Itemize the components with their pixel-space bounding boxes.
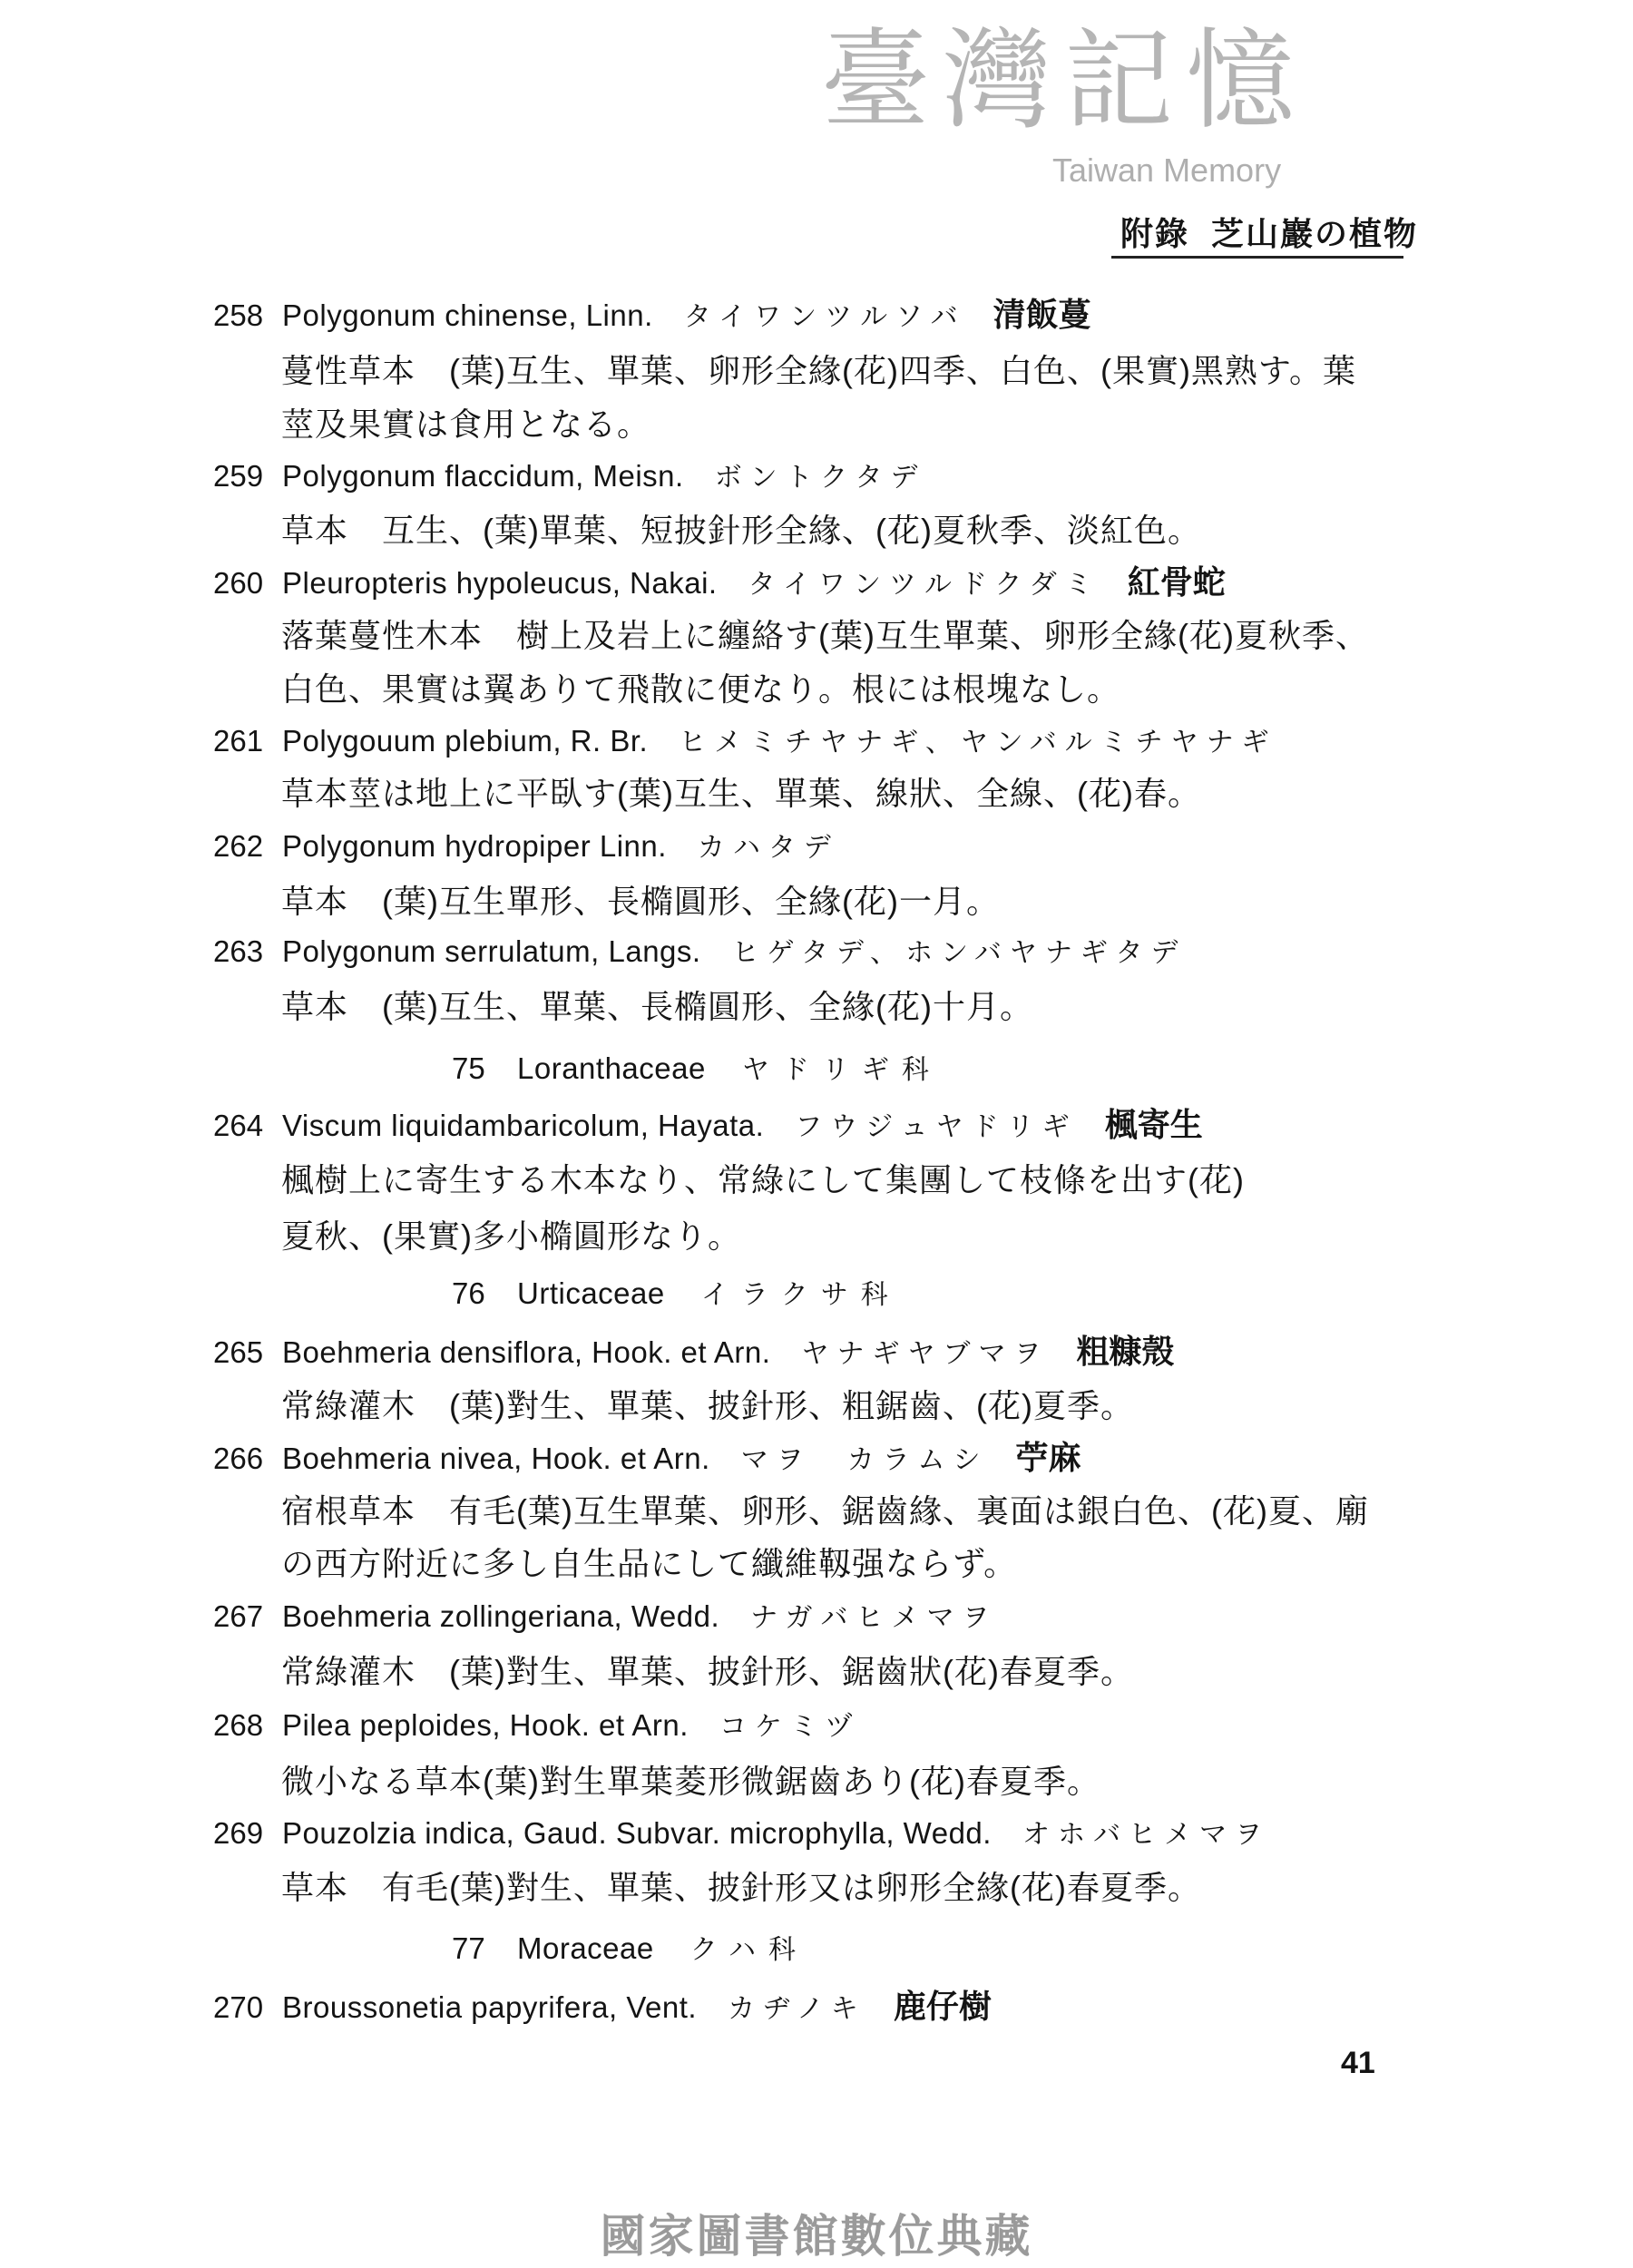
entry-chinese: 粗糠殼 [1076, 1333, 1175, 1370]
entry-number: 260 [213, 566, 264, 600]
entry-desc: 落葉蔓性木本 樹上及岩上に纏絡す(葉)互生單葉、卵形全緣(花)夏秋季、 [281, 617, 1369, 654]
header-label: 附錄 [1120, 215, 1190, 252]
entry-latin: Pouzolzia indica, Gaud. Subvar. microphylla, Wedd. [282, 1816, 992, 1850]
entry-kana: フウジュヤドリギ [795, 1112, 1078, 1142]
entry-kana: カハタデ [697, 833, 839, 863]
entry-chinese: 楓寄生 [1104, 1106, 1203, 1143]
running-header [1120, 209, 1418, 255]
entry-latin: Pilea peploides, Hook. et Arn. [282, 1708, 689, 1742]
family-latin: Urticaceae [517, 1276, 665, 1310]
entry-number: 268 [213, 1708, 264, 1742]
header-section: 芝山巖の植物 [1211, 215, 1419, 252]
entry-desc: 宿根草本 有毛(葉)互生單葉、卵形、鋸齒緣、裏面は銀白色、(花)夏、廟 [281, 1492, 1369, 1530]
entry-desc: 草本莖は地上に平臥す(葉)互生、單葉、線狀、全線、(花)春。 [281, 775, 1201, 812]
page-number: 41 [1341, 2046, 1375, 2080]
entry-latin: Viscum liquidambaricolum, Hayata. [282, 1109, 765, 1142]
entry-269 [213, 1813, 1270, 1853]
entry-chinese: 紅骨蛇 [1127, 563, 1226, 601]
entry-chinese: 苧麻 [1015, 1439, 1081, 1476]
entry-kana: オホバヒメマヲ [1022, 1820, 1270, 1850]
entry-latin: Pleuropteris hypoleucus, Nakai. [282, 566, 718, 600]
family-heading-75 [452, 1049, 942, 1089]
entry-desc: 草本 (葉)互生單形、長橢圓形、全緣(花)一月。 [281, 883, 1000, 920]
entry-kana: カヂノキ [728, 1994, 866, 2024]
entry-268 [213, 1706, 861, 1745]
footer-credit: 國家圖書館數位典藏 [600, 2211, 1033, 2262]
entry-desc: 草本 互生、(葉)單葉、短披針形全緣、(花)夏秋季、淡紅色。 [281, 512, 1201, 549]
family-kana: イラクサ科 [700, 1280, 901, 1310]
entry-kana: ヤナギヤブマヲ [801, 1339, 1050, 1369]
entry-latin: Broussonetia papyrifera, Vent. [282, 1990, 698, 2024]
entry-266 [213, 1438, 1081, 1478]
entry-260 [213, 562, 1226, 602]
family-number: 75 [452, 1051, 485, 1085]
entry-number: 266 [213, 1442, 264, 1475]
entry-number: 264 [213, 1109, 264, 1142]
watermark-logo: 臺灣記憶 [821, 18, 1307, 144]
entry-desc: 夏秋、(果實)多小橢圓形なり。 [281, 1217, 741, 1255]
entry-kana: タイワンツルドクダミ [748, 570, 1100, 600]
family-heading-77 [452, 1929, 808, 1969]
entry-262 [213, 826, 839, 866]
entry-number: 263 [213, 934, 264, 968]
entry-259 [213, 456, 926, 496]
entry-kana: ヒメミチヤナギ、ヤンバルミチヤナギ [679, 728, 1277, 758]
entry-latin: Polygonum hydropiper Linn. [282, 829, 667, 863]
entry-kana: コケミヅ [719, 1712, 861, 1742]
entry-number: 269 [213, 1816, 264, 1850]
entry-desc: 楓樹上に寄生する木本なり、常綠にして集團して枝條を出す(花) [281, 1161, 1245, 1198]
entry-263 [213, 932, 1187, 972]
entry-chinese: 鹿仔樹 [893, 1988, 992, 2025]
entry-number: 258 [213, 298, 264, 332]
entry-desc: 草本 (葉)互生、單葉、長橢圓形、全緣(花)十月。 [281, 988, 1033, 1025]
entry-chinese: 清飯蔓 [993, 296, 1091, 333]
entry-264 [213, 1105, 1203, 1145]
entry-258 [213, 295, 1091, 335]
entry-number: 261 [213, 724, 264, 758]
entry-desc: の西方附近に多し自生品にして纖維靱强ならず。 [281, 1545, 1018, 1582]
entry-latin: Polygonum chinense, Linn. [282, 298, 653, 332]
entry-number: 265 [213, 1335, 264, 1369]
family-kana: ヤドリギ科 [741, 1055, 942, 1085]
entry-number: 270 [213, 1990, 264, 2024]
entry-desc: 常綠灌木 (葉)對生、單葉、披針形、粗鋸齒、(花)夏季。 [281, 1387, 1134, 1424]
entry-desc: 莖及果實は食用となる。 [281, 406, 651, 443]
header-rule [1111, 256, 1403, 259]
entry-267 [213, 1597, 998, 1637]
entry-kana: ボントクタデ [714, 463, 926, 493]
entry-kana: ナガバヒメマヲ [750, 1603, 998, 1633]
entry-latin: Boehmeria nivea, Hook. et Arn. [282, 1442, 710, 1475]
entry-desc: 草本 有毛(葉)對生、單葉、披針形又は卵形全緣(花)春夏季。 [281, 1869, 1201, 1906]
entry-number: 259 [213, 459, 264, 493]
entry-265 [213, 1332, 1174, 1372]
entry-number: 262 [213, 829, 264, 863]
family-number: 76 [452, 1276, 485, 1310]
entry-latin: Polygouum plebium, R. Br. [282, 724, 649, 758]
entry-latin: Boehmeria zollingeriana, Wedd. [282, 1599, 720, 1633]
entry-desc: 常綠灌木 (葉)對生、單葉、披針形、鋸齒狀(花)春夏季。 [281, 1653, 1134, 1690]
family-heading-76 [452, 1274, 901, 1314]
entry-number: 267 [213, 1599, 264, 1633]
family-number: 77 [452, 1931, 485, 1965]
entry-desc: 蔓性草本 (葉)互生、單葉、卵形全緣(花)四季、白色、(果實)黑熟す。葉 [281, 352, 1357, 389]
entry-270 [213, 1987, 992, 2027]
entry-latin: Boehmeria densiflora, Hook. et Arn. [282, 1335, 771, 1369]
entry-latin: Polygonum serrulatum, Langs. [282, 934, 701, 968]
entry-kana: タイワンツルソバ [683, 302, 966, 332]
entry-kana: ヒゲタデ、ホンバヤナギタデ [731, 938, 1187, 968]
entry-kana: マヲ カラムシ [740, 1445, 989, 1475]
family-latin: Moraceae [517, 1931, 654, 1965]
family-latin: Loranthaceae [517, 1051, 706, 1085]
watermark-text: Taiwan Memory [1052, 152, 1282, 189]
entry-261 [213, 721, 1277, 761]
entry-desc: 微小なる草本(葉)對生單葉菱形微鋸齒あり(花)春夏季。 [281, 1763, 1100, 1800]
entry-latin: Polygonum flaccidum, Meisn. [282, 459, 684, 493]
entry-desc: 白色、果實は翼ありて飛散に便なり。根には根塊なし。 [281, 670, 1121, 708]
family-kana: クハ科 [689, 1935, 808, 1965]
